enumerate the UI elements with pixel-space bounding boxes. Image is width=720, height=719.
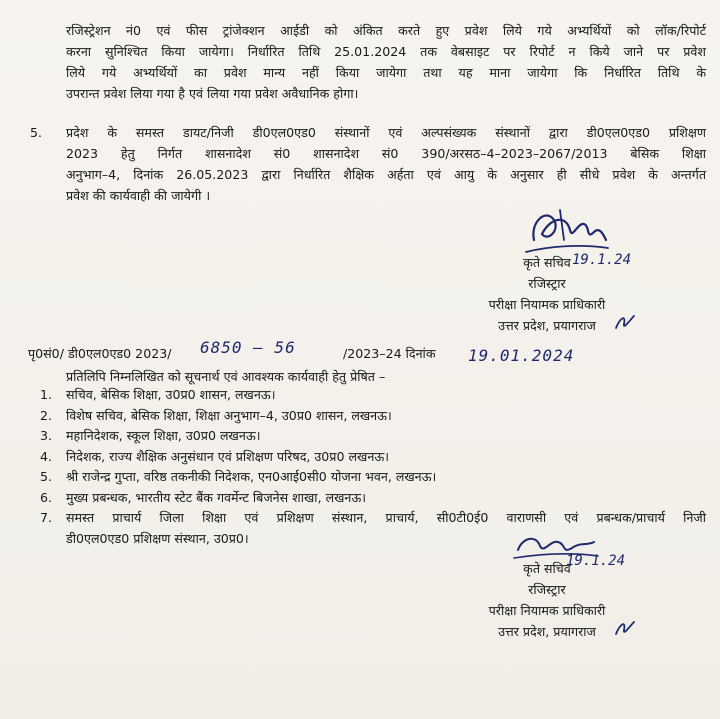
handwritten-reference-date: 19.01.2024 [468, 346, 575, 365]
list-item: 7. समस्त प्राचार्य जिला शिक्षा एवं प्रशिक्षण संस्थान, प्राचार्य, सी0टी0ई0 वाराणसी एवं प्रबन्धक/प्राचार्य निजी डी0एल0एड0 प्रशिक्षण संस्थान, उ0प्र0। [40, 510, 706, 546]
paragraph-line: करना सुनिश्चित किया जायेगा। निर्धारित तिथि 25.01.2024 तक वेबसाइट पर रिपोर्ट न किये जाने पर प्रवेश [66, 44, 706, 59]
signatory-line: उत्तर प्रदेश, प्रयागराज [498, 318, 596, 333]
paragraph-line: रजिस्ट्रेशन नं0 एवं फीस ट्रांजेक्शन आईडी को अंकित करते हुए प्रवेश लिये गये अभ्यर्थियों को लॉक/रिपोर्ट [66, 23, 706, 38]
handwritten-date-1: 19.1.24 [572, 252, 632, 268]
copy-forward-line: प्रतिलिपि निम्नलिखित को सूचनार्थ एवं आवश्यक कार्यवाही हेतु प्रेषित – [66, 369, 386, 384]
list-item: 3. महानिदेशक, स्कूल शिक्षा, उ0प्र0 लखनऊ। [40, 428, 261, 443]
list-item: 4. निदेशक, राज्य शैक्षिक अनुसंधान एवं प्रशिक्षण परिषद, उ0प्र0 लखनऊ। [40, 448, 389, 464]
signatory-line: रजिस्ट्रार [528, 582, 566, 597]
paragraph-line: उपरान्त प्रवेश लिया गया है एवं लिया गया प्रवेश अवैधानिक होगा। [66, 86, 359, 101]
initial-mark-2 [612, 614, 638, 640]
list-item: 1. सचिव, बेसिक शिक्षा, उ0प्र0 शासन, लखनऊ। [40, 387, 276, 402]
signatory-line: रजिस्ट्रार [528, 276, 566, 291]
reference-prefix: पृ0सं0/ डी0एल0एड0 2023/ [28, 346, 172, 361]
list-item: 6. मुख्य प्रबन्धक, भारतीय स्टेट बैंक गवर्मेन्ट बिजनेस शाखा, लखनऊ। [40, 489, 367, 505]
paragraph-line: अनुभाग–4, दिनांक 26.05.2023 द्वारा निर्धारित शैक्षिक अर्हता एवं आयु के अनुसार ही सीधे प्रवेश के अन्तर्गत [66, 167, 706, 182]
list-item: 2. विशेष सचिव, बेसिक शिक्षा, शिक्षा अनुभाग–4, उ0प्र0 शासन, लखनऊ। [40, 407, 392, 423]
point-number: 5. [30, 125, 43, 140]
handwritten-date-2: 19.1.24 [566, 553, 626, 569]
paragraph-line: लिये गये अभ्यर्थियों का प्रवेश मान्य नहीं किया जायेगा तथा यह माना जायेगा कि निर्धारित तिथि के [66, 65, 706, 80]
paragraph-point-5 [66, 122, 706, 206]
reference-line [28, 338, 688, 365]
handwritten-reference-number: 6850 – 56 [200, 338, 296, 357]
paragraph-line: प्रवेश की कार्यवाही की जायेगी । [66, 188, 211, 203]
handwritten-signature-1 [520, 200, 610, 260]
signatory-line: कृते सचिव [523, 255, 571, 270]
signatory-line: कृते सचिव [523, 561, 571, 576]
recipient-list [40, 385, 706, 549]
signatory-block-2 [462, 558, 632, 642]
paragraph-lock-report [66, 20, 706, 104]
paragraph-line: 2023 हेतु निर्गत शासनादेश सं0 शासनादेश सं0 390/अरसठ–4–2023–2067/2013 बेसिक शिक्षा [66, 146, 706, 161]
signatory-line: परीक्षा नियामक प्राधिकारी [488, 297, 606, 312]
paragraph-line: प्रदेश के समस्त डायट/निजी डी0एल0एड0 संस्थानों एवं अल्पसंख्यक संस्थानों द्वारा डी0एल0एड0 प्रशिक्षण [66, 125, 706, 140]
signatory-block-1 [462, 252, 632, 336]
signatory-line: परीक्षा नियामक प्राधिकारी [488, 603, 606, 618]
initial-mark-1 [612, 308, 638, 334]
list-item: 5. श्री राजेन्द्र गुप्ता, वरिष्ठ तकनीकी निदेशक, एन0आई0सी0 योजना भवन, लखनऊ। [40, 469, 437, 484]
signatory-line: उत्तर प्रदेश, प्रयागराज [498, 624, 596, 639]
reference-year-date-label: /2023–24 दिनांक [343, 346, 436, 361]
